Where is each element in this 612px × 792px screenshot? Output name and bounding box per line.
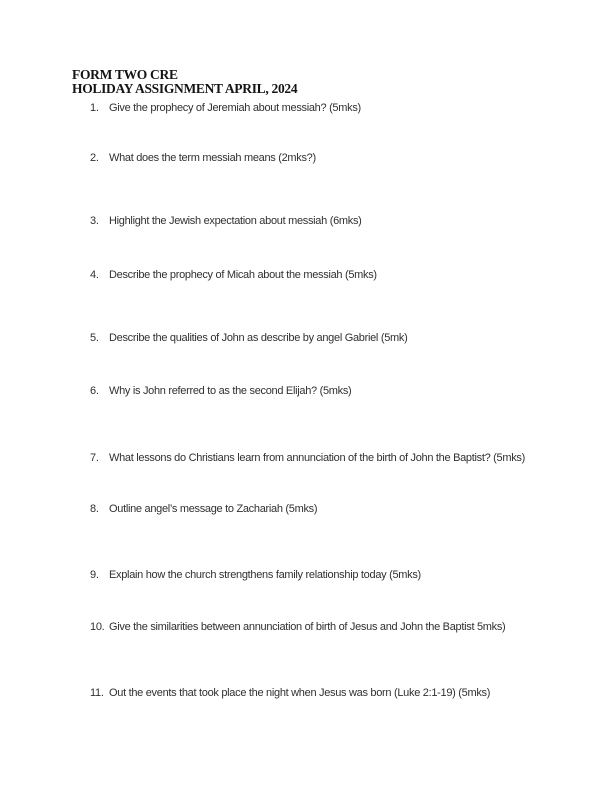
- document-title-line2: HOLIDAY ASSIGNMENT APRIL, 2024: [72, 81, 298, 96]
- question-number: 5.: [90, 332, 99, 344]
- question-number: 1.: [90, 102, 99, 114]
- question-item: [90, 384, 351, 398]
- question-text: Why is John referred to as the second Elijah? (5mks): [109, 385, 352, 397]
- question-text: Describe the prophecy of Micah about the messiah (5mks): [109, 269, 377, 281]
- question-text: Give the prophecy of Jeremiah about messiah? (5mks): [109, 102, 361, 114]
- question-item: [90, 686, 490, 700]
- question-number: 2.: [90, 152, 99, 164]
- question-item: [90, 101, 361, 115]
- question-number: 8.: [90, 503, 99, 515]
- question-text: Out the events that took place the night when Jesus was born (Luke 2:1-19) (5mks): [109, 687, 491, 699]
- question-item: [90, 151, 316, 165]
- question-text: Describe the qualities of John as describe by angel Gabriel (5mk): [109, 332, 408, 344]
- question-number: 11.: [90, 687, 104, 699]
- question-number: 6.: [90, 385, 99, 397]
- question-item: [90, 331, 407, 345]
- question-item: [90, 268, 377, 282]
- question-item: [90, 502, 317, 516]
- document-title-line1: FORM TWO CRE: [72, 67, 178, 82]
- question-number: 10.: [90, 621, 105, 633]
- question-text: Give the similarities between annunciation of birth of Jesus and John the Baptist 5mks): [109, 621, 506, 633]
- question-text: What does the term messiah means (2mks?): [109, 152, 316, 164]
- question-number: 4.: [90, 269, 99, 281]
- document-title: [72, 68, 297, 96]
- question-item: [90, 568, 421, 582]
- question-item: [90, 620, 505, 634]
- question-text: What lessons do Christians learn from annunciation of the birth of John the Baptist? (5mks): [109, 452, 525, 464]
- question-number: 3.: [90, 215, 99, 227]
- question-text: Highlight the Jewish expectation about messiah (6mks): [109, 215, 362, 227]
- question-text: Outline angel’s message to Zachariah (5mks): [109, 503, 318, 515]
- question-item: [90, 214, 362, 228]
- question-number: 7.: [90, 452, 99, 464]
- question-number: 9.: [90, 569, 99, 581]
- question-text: Explain how the church strengthens family relationship today (5mks): [109, 569, 421, 581]
- question-item: [90, 451, 525, 465]
